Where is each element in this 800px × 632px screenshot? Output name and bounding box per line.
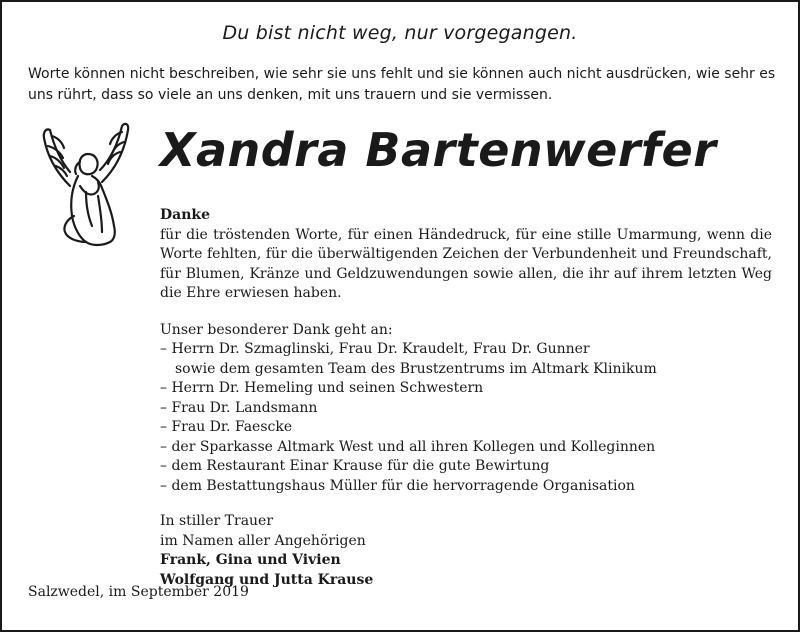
deceased-name: Xandra Bartenwerfer [160, 123, 717, 177]
list-item: – Herrn Dr. Szmaglinski, Frau Dr. Kraudelt, Frau Dr. Gunner [160, 341, 590, 357]
signature-names: Wolfgang und Jutta Krause [160, 571, 374, 588]
list-item: – der Sparkasse Altmark West und all ihren Kollegen und Kolleginnen [160, 438, 656, 455]
place-date: Salzwedel, im September 2019 [28, 584, 249, 600]
thanks-text: für die tröstenden Worte, für einen Händedruck, für eine stille Umarmung, wenn die Worte fehlten, für die überwältigenden Zeichen der Verbundenheit und Freundschaft, für Blumen, Kränze und Geldzuwendungen sowie allen, die ihr auf ihrem letzten Weg die Ehre erwiesen haben. [160, 226, 772, 301]
list-item: – dem Restaurant Einar Krause für die gute Bewirtung [160, 458, 550, 474]
special-thanks [160, 321, 772, 497]
motto: Du bist nicht weg, nur vorgegangen. [222, 22, 578, 44]
thanks-heading: Danke [160, 207, 210, 223]
signature-line: im Namen aller Angehörigen [160, 532, 366, 549]
angel-icon [30, 116, 142, 251]
signature [160, 512, 772, 590]
intro-text: Worte können nicht beschreiben, wie sehr sie uns fehlt und sie können auch nicht ausdrücken, wie sehr es uns rührt, dass so viele an uns denken, mit uns trauern und sie vermissen. [28, 66, 776, 103]
signature-line: In stiller Trauer [160, 513, 274, 529]
special-thanks-heading: Unser besonderer Dank geht an: [160, 321, 393, 338]
list-item: – Frau Dr. Faescke [160, 419, 293, 435]
list-item: – Herrn Dr. Hemeling und seinen Schwestern [160, 380, 484, 396]
list-item: – dem Bestattungshaus Müller für die hervorragende Organisation [160, 477, 635, 494]
signature-names: Frank, Gina und Vivien [160, 552, 341, 568]
notice-body [160, 206, 772, 590]
list-item: – Frau Dr. Landsmann [160, 399, 318, 416]
list-item: sowie dem gesamten Team des Brustzentrums im Altmark Klinikum [175, 360, 657, 377]
